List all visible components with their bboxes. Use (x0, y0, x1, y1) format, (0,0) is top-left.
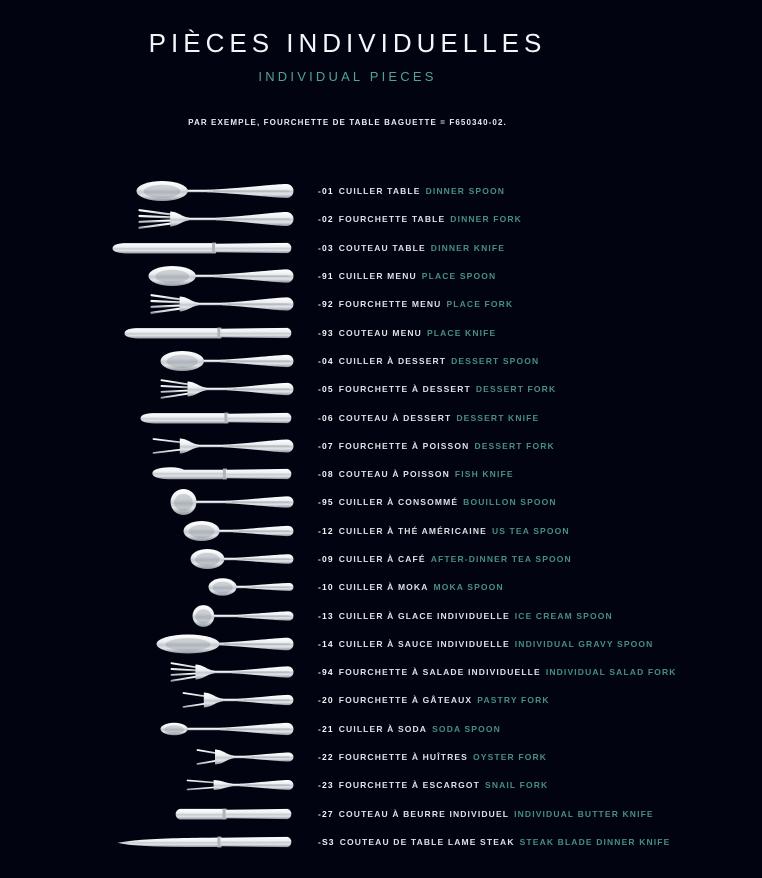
cutlery-photo (0, 177, 312, 205)
item-name-fr: COUTEAU DE TABLE LAME STEAK (339, 836, 515, 847)
item-name-en: SNAIL FORK (485, 780, 549, 791)
cutlery-photo (0, 517, 312, 545)
item-name-fr: FOURCHETTE À POISSON (338, 440, 470, 451)
item-label (312, 299, 513, 309)
catalog-row (0, 290, 762, 318)
item-code: -S3 (318, 836, 335, 847)
item-code: -22 (318, 752, 334, 763)
item-code: -27 (318, 808, 334, 819)
item-name-fr: FOURCHETTE À HUÎTRES (338, 752, 468, 763)
item-code: -07 (318, 440, 334, 451)
item-code: -04 (318, 355, 334, 366)
cutlery-image (169, 658, 295, 686)
item-name-fr: CUILLER À CONSOMMÉ (338, 497, 459, 508)
item-label (312, 526, 570, 536)
cutlery-photo (0, 545, 312, 573)
item-label (312, 639, 653, 649)
cutlery-photo (0, 234, 312, 262)
cutlery-photo (0, 262, 312, 290)
item-name-en: MOKA SPOON (433, 582, 504, 593)
item-name-en: DINNER KNIFE (430, 242, 506, 253)
cutlery-photo (0, 715, 312, 743)
cutlery-photo (0, 771, 312, 799)
catalog-row (0, 630, 762, 658)
page-title: PIÈCES INDIVIDUELLES (148, 28, 547, 58)
item-name-fr: CUILLER À SODA (338, 723, 428, 734)
item-code: -93 (318, 327, 334, 338)
item-label (312, 356, 539, 366)
cutlery-photo (0, 686, 312, 714)
cutlery-photo (0, 800, 312, 828)
cutlery-photo (0, 319, 312, 347)
catalog-row (0, 460, 762, 488)
item-code: -13 (318, 610, 334, 621)
cutlery-image (185, 771, 295, 799)
item-name-fr: COUTEAU À POISSON (338, 469, 450, 480)
item-label (312, 441, 555, 451)
item-label (312, 186, 505, 196)
catalog-row (0, 517, 762, 545)
item-label (312, 497, 557, 507)
item-name-fr: COUTEAU À DESSERT (338, 412, 452, 423)
item-name-en: FISH KNIFE (454, 469, 514, 480)
item-label (312, 752, 547, 762)
cutlery-image (149, 290, 295, 318)
cutlery-image (151, 432, 295, 460)
item-label (312, 328, 496, 338)
item-code: -23 (318, 780, 334, 791)
item-name-en: DINNER SPOON (425, 186, 506, 197)
cutlery-photo (0, 828, 312, 856)
catalog-row (0, 375, 762, 403)
catalog-row (0, 347, 762, 375)
cutlery-photo (0, 743, 312, 771)
item-name-fr: FOURCHETTE À SALADE INDIVIDUELLE (338, 667, 541, 678)
item-name-en: STEAK BLADE DINNER KNIFE (519, 836, 671, 847)
catalog-row (0, 177, 762, 205)
item-code: -20 (318, 695, 334, 706)
cutlery-image (123, 319, 295, 347)
item-name-en: SODA SPOON (432, 723, 501, 734)
catalog-row (0, 743, 762, 771)
item-name-fr: CUILLER À GLACE INDIVIDUELLE (338, 610, 510, 621)
item-name-fr: CUILLER À THÉ AMÉRICAINE (338, 525, 487, 536)
catalog-row (0, 800, 762, 828)
cutlery-image (181, 686, 295, 714)
item-name-en: DESSERT SPOON (451, 355, 540, 366)
item-name-en: OYSTER FORK (473, 752, 548, 763)
page-header (0, 0, 695, 128)
item-label (312, 413, 539, 423)
cutlery-photo (0, 630, 312, 658)
item-code: -12 (318, 525, 334, 536)
item-name-en: PLACE KNIFE (426, 327, 497, 338)
item-name-fr: COUTEAU À BEURRE INDIVIDUEL (338, 808, 510, 819)
catalog-row (0, 205, 762, 233)
cutlery-image (159, 347, 295, 375)
item-name-en: ICE CREAM SPOON (514, 610, 613, 621)
item-name-fr: FOURCHETTE À ESCARGOT (338, 780, 481, 791)
item-name-en: PLACE FORK (446, 299, 514, 310)
item-name-fr: CUILLER TABLE (338, 186, 421, 197)
cutlery-photo (0, 404, 312, 432)
item-name-fr: CUILLER À CAFÉ (338, 554, 426, 564)
item-label (312, 271, 496, 281)
item-list (0, 177, 762, 856)
cutlery-image (167, 800, 295, 828)
catalog-row (0, 771, 762, 799)
item-label (312, 837, 670, 847)
item-code: -08 (318, 469, 334, 480)
item-label (312, 554, 572, 564)
item-code: -02 (318, 214, 334, 225)
cutlery-photo (0, 290, 312, 318)
item-code: -06 (318, 412, 334, 423)
item-name-en: DESSERT KNIFE (456, 412, 540, 423)
catalog-row (0, 432, 762, 460)
catalog-row (0, 403, 762, 431)
item-code: -91 (318, 271, 334, 282)
cutlery-image (111, 234, 295, 262)
catalog-row (0, 601, 762, 629)
cutlery-image (115, 828, 295, 856)
item-name-en: INDIVIDUAL BUTTER KNIFE (514, 808, 654, 819)
catalog-row (0, 686, 762, 714)
item-name-fr: CUILLER À DESSERT (338, 355, 447, 366)
item-code: -09 (318, 554, 334, 564)
cutlery-image (159, 715, 295, 743)
item-code: -05 (318, 384, 334, 395)
item-name-en: INDIVIDUAL SALAD FORK (545, 667, 677, 678)
cutlery-photo (0, 432, 312, 460)
cutlery-photo (0, 658, 312, 686)
item-name-fr: FOURCHETTE À GÂTEAUX (338, 695, 473, 706)
cutlery-image (139, 404, 295, 432)
catalog-row (0, 573, 762, 601)
item-code: -21 (318, 723, 334, 734)
example-note: PAR EXEMPLE, FOURCHETTE DE TABLE BAGUETTE = F650340-02. (188, 118, 507, 127)
cutlery-photo (0, 602, 312, 630)
item-name-fr: COUTEAU MENU (338, 327, 422, 338)
item-label (312, 243, 505, 253)
catalog-row (0, 262, 762, 290)
cutlery-image (137, 205, 295, 233)
catalog-row (0, 488, 762, 516)
cutlery-photo (0, 205, 312, 233)
cutlery-photo (0, 347, 312, 375)
item-label (312, 809, 654, 819)
cutlery-image (159, 375, 295, 403)
item-name-en: PASTRY FORK (477, 695, 550, 706)
item-code: -01 (318, 186, 334, 197)
catalog-row (0, 715, 762, 743)
item-label (312, 582, 504, 592)
page-subtitle: INDIVIDUAL PIECES (258, 69, 437, 84)
item-code: -10 (318, 582, 334, 593)
item-label (312, 214, 522, 224)
item-code: -92 (318, 299, 334, 310)
cutlery-photo (0, 573, 312, 601)
item-name-fr: COUTEAU TABLE (338, 242, 426, 253)
item-name-en: PLACE SPOON (421, 271, 497, 282)
item-label (312, 469, 514, 479)
cutlery-image (135, 177, 295, 205)
item-name-en: DINNER FORK (450, 214, 522, 225)
cutlery-image (195, 743, 295, 771)
item-code: -03 (318, 242, 334, 253)
catalog-row (0, 234, 762, 262)
item-name-en: DESSERT FORK (475, 384, 557, 395)
cutlery-image (189, 545, 295, 573)
cutlery-image (207, 573, 295, 601)
cutlery-image (155, 630, 295, 658)
cutlery-photo (0, 375, 312, 403)
cutlery-image (147, 262, 295, 290)
item-name-fr: CUILLER À MOKA (338, 582, 429, 593)
item-name-en: US TEA SPOON (491, 525, 570, 536)
cutlery-image (182, 517, 295, 545)
item-name-en: AFTER-DINNER TEA SPOON (430, 554, 572, 564)
item-name-fr: CUILLER À SAUCE INDIVIDUELLE (338, 638, 510, 649)
item-code: -95 (318, 497, 334, 508)
item-name-fr: FOURCHETTE TABLE (338, 214, 446, 225)
item-label (312, 384, 556, 394)
catalog-row (0, 658, 762, 686)
cutlery-image (191, 602, 295, 630)
catalog-row (0, 318, 762, 346)
item-label (312, 724, 501, 734)
item-name-en: BOUILLON SPOON (463, 497, 557, 508)
item-name-fr: FOURCHETTE À DESSERT (338, 384, 471, 395)
item-name-en: INDIVIDUAL GRAVY SPOON (514, 638, 654, 649)
item-name-en: DESSERT FORK (474, 440, 555, 451)
item-label (312, 780, 548, 790)
cutlery-image (149, 460, 295, 488)
cutlery-image (169, 488, 295, 516)
item-label (312, 695, 550, 705)
item-name-fr: CUILLER MENU (338, 271, 417, 282)
item-code: -94 (318, 667, 334, 678)
cutlery-photo (0, 460, 312, 488)
item-name-fr: FOURCHETTE MENU (338, 299, 442, 310)
catalog-row (0, 828, 762, 856)
item-label (312, 667, 677, 677)
cutlery-photo (0, 488, 312, 516)
catalog-row (0, 545, 762, 573)
item-label (312, 611, 613, 621)
item-code: -14 (318, 638, 334, 649)
